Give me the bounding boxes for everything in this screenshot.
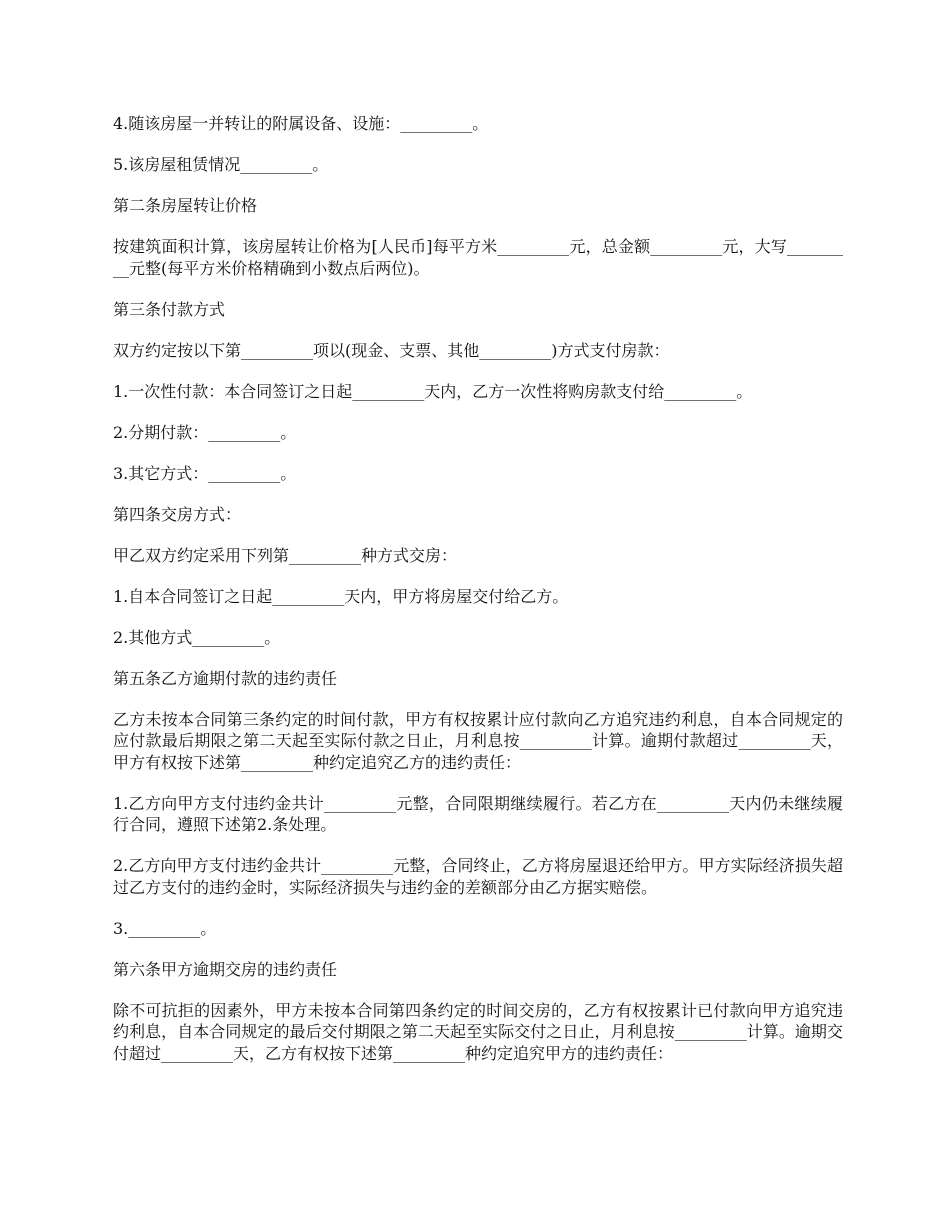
heading-article-2: 第二条房屋转让价格 (113, 196, 258, 215)
clause-late-payment: 乙方未按本合同第三条约定的时间付款，甲方有权按累计应付款向乙方追究违约利息，自本合同规定的应付款最后期限之第二天起至实际付款之日止，月利息按_________计算。逾期付款超过_________天，甲方有权按下述第_________种约定追究乙方的违约责任： (113, 709, 843, 772)
clause-lease-status: 5.该房屋租赁情况_________。 (113, 155, 329, 174)
clause-late-delivery: 除不可抗拒的因素外，甲方未按本合同第四条约定的时间交房的，乙方有权按累计已付款向甲方追究违约利息，自本合同规定的最后交付期限之第二天起至实际交付之日止，月利息按_________计算。逾期交付超过_________天，乙方有权按下述第_________种约定追究甲方的违约责任： (113, 1000, 843, 1063)
clause-late-payment-option-2: 2.乙方向甲方支付违约金共计_________元整，合同终止，乙方将房屋退还给甲方。甲方实际经济损失超过乙方支付的违约金时，实际经济损失与违约金的差额部分由乙方据实赔偿。 (113, 856, 843, 897)
clause-ancillary-facilities: 4.随该房屋一并转让的附属设备、设施：_________。 (113, 114, 489, 133)
clause-delivery-other: 2.其他方式_________。 (113, 627, 281, 647)
clause-delivery-days: 1.自本合同签订之日起_________天内，甲方将房屋交付给乙方。 (113, 586, 569, 606)
heading-article-3: 第三条付款方式 (113, 299, 226, 319)
document-page (113, 113, 843, 1084)
clause-other-payment: 3.其它方式：_________。 (113, 463, 297, 483)
clause-transfer-price: 按建筑面积计算，该房屋转让价格为[人民币]每平方米_________元，总金额_________元，大写_________元整(每平方米价格精确到小数点后两位)。 (113, 237, 843, 278)
heading-article-5: 第五条乙方逾期付款的违约责任 (113, 668, 338, 688)
heading-article-6: 第六条甲方逾期交房的违约责任 (113, 959, 338, 979)
clause-late-payment-option-3: 3._________。 (113, 918, 217, 938)
clause-payment-method: 双方约定按以下第_________项以(现金、支票、其他_________)方式支付房款： (113, 340, 670, 360)
clause-late-payment-option-1: 1.乙方向甲方支付违约金共计_________元整，合同限期继续履行。若乙方在_________天内仍未继续履行合同，遵照下述第2.条处理。 (113, 793, 843, 834)
clause-installment-payment: 2.分期付款：_________。 (113, 422, 297, 442)
heading-article-4: 第四条交房方式： (113, 504, 242, 524)
clause-delivery-method: 甲乙双方约定采用下列第_________种方式交房： (113, 545, 458, 565)
clause-lump-sum-payment: 1.一次性付款：本合同签订之日起_________天内，乙方一次性将购房款支付给_________。 (113, 381, 753, 401)
